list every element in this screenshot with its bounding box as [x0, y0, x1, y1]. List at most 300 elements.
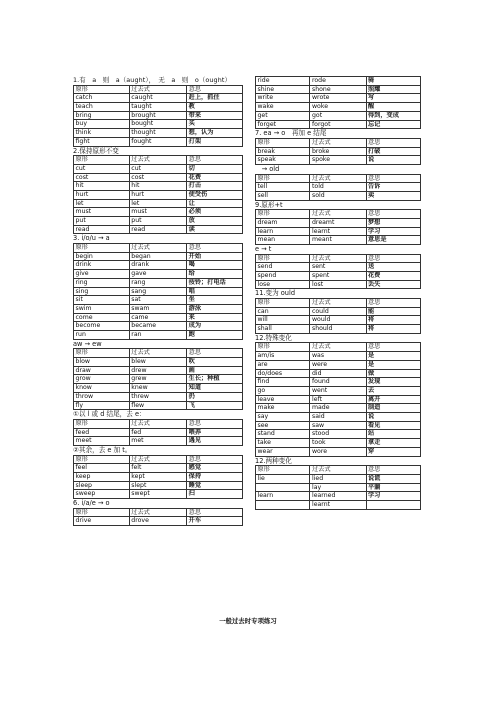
cell-past-tense: dreamt	[310, 218, 366, 227]
table-row	[74, 111, 243, 120]
table-row	[74, 252, 243, 261]
cell-base-form: break	[256, 147, 310, 156]
cell-past-tense: found	[310, 378, 366, 387]
header-meaning: 意思	[187, 455, 243, 464]
table-row	[74, 296, 243, 305]
header-past-tense: 过去式	[129, 85, 186, 94]
table-row	[256, 307, 421, 316]
cell-meaning: 说谎	[366, 474, 421, 483]
verb-section	[73, 499, 243, 526]
header-base-form: 原形	[74, 156, 130, 165]
left-column	[73, 76, 243, 526]
cell-base-form: am/is	[256, 352, 310, 361]
header-past-tense: 过去式	[129, 349, 186, 358]
cell-past-tense: threw	[129, 392, 186, 401]
table-header-row	[74, 508, 243, 517]
cell-base-form: keep	[74, 472, 130, 481]
header-meaning: 意思	[187, 419, 243, 428]
cell-base-form: sell	[256, 191, 310, 200]
table-row	[256, 360, 421, 369]
cell-meaning: 感觉	[187, 464, 243, 473]
cell-base-form: sit	[74, 296, 130, 305]
table-row	[74, 322, 243, 331]
cell-meaning: 看见	[366, 421, 421, 430]
cell-meaning: 成为	[187, 322, 243, 331]
cell-past-tense: hit	[129, 182, 186, 191]
cell-past-tense: wrote	[310, 94, 366, 103]
cell-base-form: see	[256, 421, 310, 430]
table-header-row	[74, 156, 243, 165]
cell-base-form	[256, 500, 310, 509]
section-title: 7. ea → o 再加 e 结尾	[255, 129, 327, 138]
section-title: 2.保持原形不变	[73, 146, 119, 155]
cell-meaning: 画	[187, 366, 243, 375]
cell-base-form: tell	[256, 183, 310, 192]
table-row	[256, 483, 421, 492]
cell-base-form: say	[256, 413, 310, 422]
table-row	[74, 437, 243, 446]
header-meaning: 意思	[187, 156, 243, 165]
header-meaning: 意思	[187, 349, 243, 358]
verb-table	[73, 419, 243, 446]
cell-meaning: 站	[366, 430, 421, 439]
cell-meaning: 开始	[187, 252, 243, 261]
section-title: → old	[255, 164, 280, 173]
header-past-tense: 过去式	[129, 156, 186, 165]
cell-meaning: 将	[366, 316, 421, 325]
table-row	[256, 352, 421, 361]
table-row	[74, 270, 243, 279]
right-column	[255, 76, 421, 510]
cell-past-tense: drank	[129, 261, 186, 270]
cell-base-form: get	[256, 111, 310, 120]
section-title: 1.有 a 则 a（aught）， 无 a 则 o（ought）	[73, 76, 231, 84]
cell-base-form: cut	[74, 164, 130, 173]
cell-base-form: hit	[74, 182, 130, 191]
cell-meaning: 带来	[187, 111, 243, 120]
table-row	[74, 481, 243, 490]
cell-base-form: must	[74, 208, 130, 217]
cell-past-tense: read	[129, 225, 186, 234]
cell-base-form: lie	[256, 474, 310, 483]
table-row	[74, 313, 243, 322]
cell-base-form: meet	[74, 437, 130, 446]
cell-past-tense: made	[310, 404, 366, 413]
table-row	[74, 428, 243, 437]
cell-past-tense: must	[129, 208, 186, 217]
cell-past-tense: met	[129, 437, 186, 446]
cell-base-form: take	[256, 439, 310, 448]
cell-meaning: 离开	[366, 395, 421, 404]
cell-base-form: grow	[74, 375, 130, 384]
cell-meaning: 说	[366, 156, 421, 165]
header-meaning: 意思	[366, 466, 421, 475]
table-row	[256, 111, 421, 120]
cell-past-tense: flew	[129, 401, 186, 410]
verb-table	[73, 85, 243, 147]
cell-meaning: 醒	[366, 103, 421, 112]
cell-base-form: blow	[74, 358, 130, 367]
verb-section	[73, 76, 243, 147]
cell-past-tense: drove	[129, 517, 186, 526]
table-row	[74, 190, 243, 199]
verb-table	[73, 155, 243, 234]
table-row	[74, 182, 243, 191]
cell-base-form: bring	[74, 111, 130, 120]
table-row	[256, 413, 421, 422]
verb-section	[255, 245, 421, 289]
verb-table	[73, 243, 243, 340]
cell-base-form: buy	[74, 120, 130, 129]
table-header-row	[74, 244, 243, 253]
table-row	[256, 272, 421, 281]
cell-past-tense: rode	[310, 77, 366, 86]
cell-meaning: 喂养	[187, 428, 243, 437]
cell-base-form: shine	[256, 85, 310, 94]
header-past-tense: 过去式	[129, 455, 186, 464]
cell-past-tense: put	[129, 217, 186, 226]
table-row	[256, 227, 421, 236]
verb-table	[73, 455, 243, 500]
cell-meaning: 写	[366, 94, 421, 103]
verb-section	[73, 340, 243, 411]
header-past-tense: 过去式	[310, 210, 366, 219]
cell-base-form: learn	[256, 492, 310, 501]
section-title: ①以 l 或 d 结尾，去 e：	[73, 410, 146, 419]
cell-meaning: 生长；种植	[187, 375, 243, 384]
cell-meaning: 读	[187, 225, 243, 234]
cell-past-tense: thought	[129, 129, 186, 138]
cell-meaning: 去	[366, 386, 421, 395]
cell-past-tense: took	[310, 439, 366, 448]
cell-base-form: let	[74, 199, 130, 208]
table-row	[74, 164, 243, 173]
header-base-form: 原形	[256, 254, 310, 263]
cell-meaning: 睡觉	[187, 481, 243, 490]
cell-meaning: 意思是	[366, 236, 421, 245]
section-title: 3. i/o/u → a	[73, 234, 110, 243]
verb-section	[73, 410, 243, 446]
table-row	[74, 208, 243, 217]
header-meaning: 意思	[187, 85, 243, 94]
cell-past-tense: blew	[129, 358, 186, 367]
cell-meaning: 打击	[187, 182, 243, 191]
cell-meaning: 梦想	[366, 218, 421, 227]
header-base-form: 原形	[74, 419, 130, 428]
verb-table	[255, 174, 421, 201]
table-row	[256, 94, 421, 103]
cell-meaning: 是	[366, 352, 421, 361]
cell-meaning: 教	[187, 103, 243, 112]
header-past-tense: 过去式	[129, 244, 186, 253]
cell-base-form: begin	[74, 252, 130, 261]
table-row	[74, 137, 243, 146]
cell-meaning: 吹	[187, 358, 243, 367]
cell-meaning: 学习	[366, 227, 421, 236]
cell-meaning: 给	[187, 270, 243, 279]
cell-past-tense: saw	[310, 421, 366, 430]
cell-base-form: learn	[256, 227, 310, 236]
table-row	[256, 263, 421, 272]
cell-base-form: spend	[256, 272, 310, 281]
cell-meaning: 来	[187, 313, 243, 322]
cell-meaning: 做	[366, 369, 421, 378]
table-row	[256, 492, 421, 501]
cell-base-form: ride	[256, 77, 310, 86]
table-header-row	[74, 419, 243, 428]
cell-past-tense: could	[310, 307, 366, 316]
cell-base-form: speak	[256, 156, 310, 165]
cell-base-form: sleep	[74, 481, 130, 490]
cell-base-form: write	[256, 94, 310, 103]
section-title: ②其余，去 e 加 t。	[73, 445, 132, 454]
cell-past-tense: sat	[129, 296, 186, 305]
cell-past-tense: lied	[310, 474, 366, 483]
table-header-row	[256, 466, 421, 475]
cell-past-tense: did	[310, 369, 366, 378]
header-meaning: 意思	[366, 299, 421, 308]
cell-base-form: sweep	[74, 490, 130, 499]
cell-base-form: give	[74, 270, 130, 279]
header-base-form: 原形	[256, 343, 310, 352]
cell-past-tense: cost	[129, 173, 186, 182]
cell-past-tense: swept	[129, 490, 186, 499]
cell-past-tense: slept	[129, 481, 186, 490]
table-row	[256, 474, 421, 483]
table-row	[74, 287, 243, 296]
table-row	[74, 375, 243, 384]
table-row	[256, 404, 421, 413]
header-meaning: 意思	[366, 210, 421, 219]
cell-past-tense: would	[310, 316, 366, 325]
cell-meaning: 买	[187, 120, 243, 129]
verb-section	[73, 234, 243, 339]
cell-past-tense: learnt	[310, 500, 366, 509]
cell-past-tense: spent	[310, 272, 366, 281]
cell-base-form: go	[256, 386, 310, 395]
table-row	[256, 500, 421, 509]
verb-table	[255, 254, 421, 290]
cell-base-form: put	[74, 217, 130, 226]
cell-base-form: fly	[74, 401, 130, 410]
cell-meaning: 唱	[187, 287, 243, 296]
cell-base-form: become	[74, 322, 130, 331]
verb-section	[255, 334, 421, 457]
verb-section	[255, 129, 421, 165]
cell-base-form: swim	[74, 304, 130, 313]
cell-past-tense: brought	[129, 111, 186, 120]
page-footer-title: 一般过去时专项练习	[219, 617, 277, 625]
cell-past-tense: shone	[310, 85, 366, 94]
cell-meaning: 遇见	[187, 437, 243, 446]
verb-section	[255, 165, 421, 201]
cell-past-tense: felt	[129, 464, 186, 473]
table-row	[256, 280, 421, 289]
table-row	[74, 392, 243, 401]
cell-meaning: 说	[366, 413, 421, 422]
cell-meaning: 跑	[187, 331, 243, 340]
header-past-tense: 过去式	[310, 299, 366, 308]
cell-past-tense: were	[310, 360, 366, 369]
table-row	[74, 261, 243, 270]
header-base-form: 原形	[256, 138, 310, 147]
header-past-tense: 过去式	[310, 138, 366, 147]
cell-past-tense: fought	[129, 137, 186, 146]
cell-meaning: 放	[187, 217, 243, 226]
header-base-form: 原形	[74, 85, 130, 94]
header-base-form: 原形	[74, 508, 130, 517]
cell-base-form: lose	[256, 280, 310, 289]
section-title: 6. i/a/e → o	[73, 499, 110, 508]
cell-meaning: 让	[187, 199, 243, 208]
table-row	[74, 366, 243, 375]
table-row	[256, 156, 421, 165]
header-past-tense: 过去式	[129, 508, 186, 517]
table-row	[74, 173, 243, 182]
table-header-row	[256, 343, 421, 352]
cell-base-form: teach	[74, 103, 130, 112]
cell-base-form: dream	[256, 218, 310, 227]
cell-meaning: 学习	[366, 492, 421, 501]
cell-past-tense: lay	[310, 483, 366, 492]
cell-past-tense: gave	[129, 270, 186, 279]
cell-past-tense: wore	[310, 447, 366, 456]
cell-meaning: 知道	[187, 384, 243, 393]
cell-past-tense: sold	[310, 191, 366, 200]
cell-meaning: 送	[366, 263, 421, 272]
cell-past-tense: taught	[129, 103, 186, 112]
cell-past-tense: fed	[129, 428, 186, 437]
header-meaning: 意思	[366, 174, 421, 183]
header-meaning: 意思	[366, 343, 421, 352]
cell-base-form: feel	[74, 464, 130, 473]
cell-base-form: fight	[74, 137, 130, 146]
table-row	[74, 304, 243, 313]
table-row	[74, 401, 243, 410]
cell-base-form: forget	[256, 120, 310, 129]
table-header-row	[74, 349, 243, 358]
table-row	[74, 94, 243, 103]
cell-meaning: 花费	[187, 173, 243, 182]
table-row	[74, 217, 243, 226]
cell-meaning: 卖	[366, 191, 421, 200]
cell-meaning: 扫	[187, 490, 243, 499]
cell-past-tense: swam	[129, 304, 186, 313]
cell-meaning: 飞	[187, 401, 243, 410]
cell-meaning: 穿	[366, 447, 421, 456]
cell-past-tense: hurt	[129, 190, 186, 199]
cell-meaning: 花费	[366, 272, 421, 281]
cell-meaning: 打架	[187, 137, 243, 146]
cell-past-tense: came	[129, 313, 186, 322]
verb-table	[73, 508, 243, 526]
header-base-form: 原形	[74, 349, 130, 358]
cell-base-form: cost	[74, 173, 130, 182]
cell-meaning: 骑	[366, 77, 421, 86]
cell-past-tense: rang	[129, 278, 186, 287]
table-row	[74, 331, 243, 340]
verb-section	[73, 147, 243, 235]
table-header-row	[256, 210, 421, 219]
cell-past-tense: sent	[310, 263, 366, 272]
header-past-tense: 过去式	[310, 254, 366, 263]
table-row	[74, 472, 243, 481]
cell-past-tense: got	[310, 111, 366, 120]
cell-meaning: 使受伤	[187, 190, 243, 199]
table-row	[256, 147, 421, 156]
cell-past-tense: drew	[129, 366, 186, 375]
cell-base-form: drive	[74, 517, 130, 526]
cell-meaning: 开车	[187, 517, 243, 526]
table-row	[256, 421, 421, 430]
table-row	[74, 103, 243, 112]
cell-base-form: are	[256, 360, 310, 369]
table-row	[74, 199, 243, 208]
table-row	[74, 490, 243, 499]
header-base-form: 原形	[256, 299, 310, 308]
header-base-form: 原形	[256, 174, 310, 183]
header-base-form: 原形	[256, 210, 310, 219]
cell-base-form: stand	[256, 430, 310, 439]
table-row	[74, 129, 243, 138]
header-meaning: 意思	[187, 244, 243, 253]
cell-base-form: drink	[74, 261, 130, 270]
verb-table	[255, 298, 421, 334]
cell-meaning: 坐	[187, 296, 243, 305]
table-row	[256, 378, 421, 387]
header-meaning: 意思	[366, 254, 421, 263]
cell-meaning	[366, 500, 421, 509]
cell-past-tense: sang	[129, 287, 186, 296]
cell-meaning: 按铃；打电话	[187, 278, 243, 287]
cell-base-form: will	[256, 316, 310, 325]
cell-base-form: wear	[256, 447, 310, 456]
cell-meaning: 丢失	[366, 280, 421, 289]
table-row	[256, 325, 421, 334]
table-row	[256, 386, 421, 395]
cell-base-form: feed	[74, 428, 130, 437]
cell-base-form: ring	[74, 278, 130, 287]
cell-past-tense: knew	[129, 384, 186, 393]
cell-base-form: leave	[256, 395, 310, 404]
header-base-form: 原形	[74, 455, 130, 464]
table-header-row	[74, 85, 243, 94]
cell-meaning: 制造	[366, 404, 421, 413]
verb-section	[255, 457, 421, 510]
cell-base-form: wake	[256, 103, 310, 112]
header-past-tense: 过去式	[129, 419, 186, 428]
verb-table	[73, 348, 243, 410]
header-base-form: 原形	[256, 466, 310, 475]
cell-base-form: draw	[74, 366, 130, 375]
cell-meaning: 发现	[366, 378, 421, 387]
cell-past-tense: grew	[129, 375, 186, 384]
cell-base-form: mean	[256, 236, 310, 245]
cell-past-tense: kept	[129, 472, 186, 481]
cell-meaning: 告诉	[366, 183, 421, 192]
cell-meaning: 平躺	[366, 483, 421, 492]
cell-base-form: send	[256, 263, 310, 272]
cell-past-tense: cut	[129, 164, 186, 173]
cell-base-form: think	[74, 129, 130, 138]
cell-past-tense: learned	[310, 492, 366, 501]
cell-base-form	[256, 483, 310, 492]
table-row	[256, 236, 421, 245]
table-header-row	[256, 299, 421, 308]
table-row	[256, 395, 421, 404]
cell-base-form: throw	[74, 392, 130, 401]
table-row	[256, 369, 421, 378]
